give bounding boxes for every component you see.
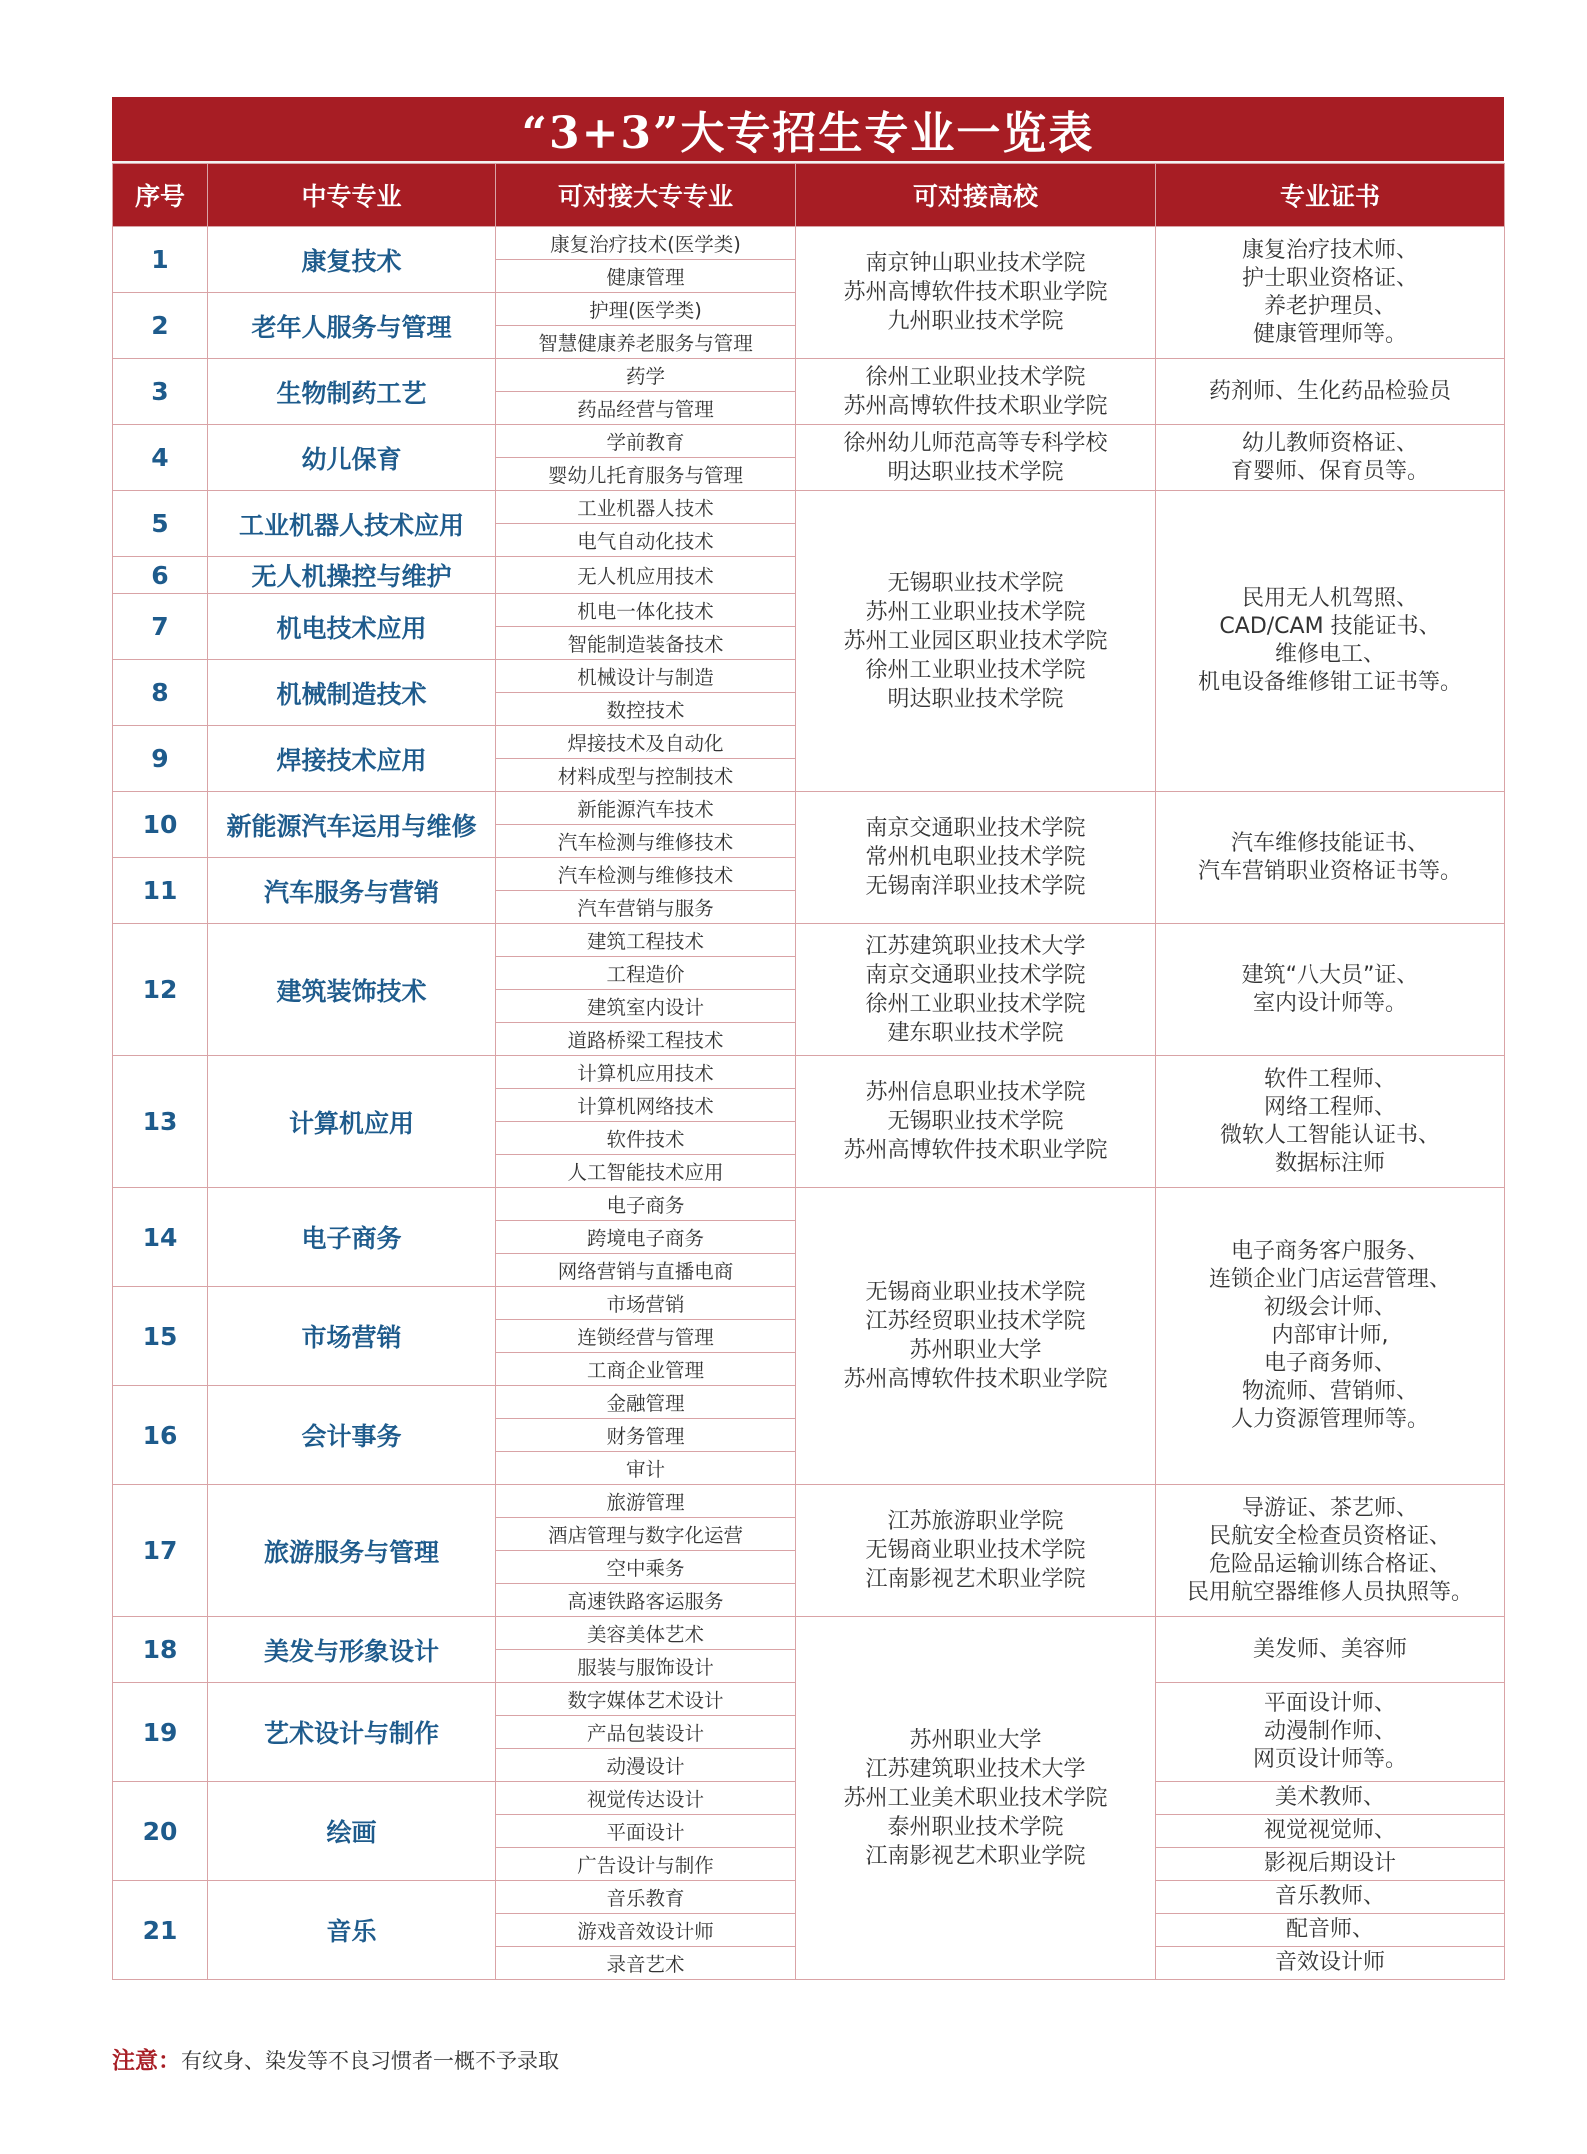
college-major-name: 焊接技术及自动化: [496, 726, 796, 759]
college-major-name: 计算机应用技术: [496, 1056, 796, 1089]
colleges-cell-line: 无锡商业职业技术学院: [865, 1280, 1086, 1305]
college-major-name: 跨境电子商务: [496, 1221, 796, 1254]
row-number: 17: [113, 1485, 208, 1617]
colleges-cell-line: 徐州工业职业技术学院: [865, 657, 1086, 683]
college-major-name: 审计: [496, 1452, 796, 1485]
header-row: [113, 164, 1505, 227]
certificates-cell-line: 动漫制作师、: [1263, 1719, 1396, 1744]
secondary-major-name: 市场营销: [208, 1287, 496, 1386]
college-major-name: 数字媒体艺术设计: [496, 1683, 796, 1716]
college-major-name: 护理(医学类): [496, 293, 796, 326]
secondary-major-name: 焊接技术应用: [208, 726, 496, 792]
college-major-name: 机电一体化技术: [496, 594, 796, 627]
certificates-cell-line: 微软人工智能认证书、: [1219, 1122, 1440, 1148]
colleges-cell-line: 徐州工业职业技术学院: [865, 991, 1086, 1017]
college-major-name: 视觉传达设计: [496, 1782, 796, 1815]
certificates-cell-line: 药剂师、生化药品检验员: [1208, 378, 1451, 404]
certificates-cell-line: 连锁企业门店运营管理、: [1208, 1267, 1451, 1292]
college-major-name: 道路桥梁工程技术: [496, 1023, 796, 1056]
certificates-cell-line: 内部审计师,: [1271, 1323, 1389, 1348]
certificates-cell-line: 平面设计师、: [1263, 1691, 1396, 1716]
secondary-major-name: 生物制药工艺: [208, 359, 496, 425]
colleges-cell-line: 常州机电职业技术学院: [865, 845, 1086, 870]
colleges-cell-line: 江苏建筑职业技术大学: [865, 933, 1086, 959]
colleges-cell-line: 无锡职业技术学院: [887, 570, 1064, 596]
colleges-cell-line: 苏州高博软件技术职业学院: [843, 393, 1108, 419]
certificates-cell-line: 数据标注师: [1274, 1150, 1385, 1176]
certificates-cell-line: 汽车维修技能证书、: [1230, 830, 1429, 856]
row-number: 5: [113, 491, 208, 557]
table-row: [113, 792, 1505, 825]
certificates-cell-line: 养老护理员、: [1263, 293, 1396, 319]
colleges-cell-line: 明达职业技术学院: [887, 459, 1064, 485]
certificates-cell: [1156, 924, 1505, 1056]
college-major-name: 人工智能技术应用: [496, 1155, 796, 1188]
note-label: 注意：: [112, 2048, 181, 2074]
certificates-cell: [1156, 425, 1505, 491]
colleges-cell-line: 九州职业技术学院: [887, 309, 1064, 334]
secondary-major-name: 新能源汽车运用与维修: [208, 792, 496, 858]
certificates-cell-line: 幼儿教师资格证、: [1241, 430, 1418, 456]
header-colleges: 可对接高校: [796, 164, 1156, 227]
certificates-cell: [1156, 1188, 1505, 1485]
colleges-cell: [796, 425, 1156, 491]
secondary-major-name: 电子商务: [208, 1188, 496, 1287]
row-number: 21: [113, 1881, 208, 1980]
footer-note: [112, 2042, 559, 2075]
table-row: [113, 1056, 1505, 1089]
college-major-name: 工业机器人技术: [496, 491, 796, 524]
colleges-cell: [796, 924, 1156, 1056]
header-secondary-major: 中专专业: [208, 164, 496, 227]
row-number: 1: [113, 227, 208, 293]
table-row: [113, 491, 1505, 524]
certificates-cell-line: 软件工程师、: [1263, 1066, 1396, 1092]
certificates-cell-line: 人力资源管理师等。: [1230, 1407, 1429, 1432]
certificates-cell: [1156, 227, 1505, 359]
colleges-cell-line: 江南影视艺术职业学院: [865, 1843, 1086, 1869]
college-major-name: 健康管理: [496, 260, 796, 293]
certificates-cell-line: 危险品运输训练合格证、: [1208, 1551, 1451, 1577]
table-row: [113, 1617, 1505, 1650]
secondary-major-name: 无人机操控与维护: [208, 557, 496, 594]
table-body: [113, 227, 1505, 1980]
college-major-name: 材料成型与控制技术: [496, 759, 796, 792]
certificates-cell: [1156, 491, 1505, 792]
table-row: [113, 425, 1505, 458]
certificates-cell-line: 康复治疗技术师、: [1241, 237, 1418, 263]
colleges-cell-line: 无锡南洋职业技术学院: [865, 874, 1086, 899]
college-major-name: 数控技术: [496, 693, 796, 726]
row-number: 12: [113, 924, 208, 1056]
secondary-major-name: 老年人服务与管理: [208, 293, 496, 359]
college-major-name: 动漫设计: [496, 1749, 796, 1782]
certificates-cell-line: 汽车营销职业资格证书等。: [1197, 858, 1462, 884]
row-number: 11: [113, 858, 208, 924]
college-major-name: 服装与服饰设计: [496, 1650, 796, 1683]
row-number: 2: [113, 293, 208, 359]
college-major-name: 汽车检测与维修技术: [496, 825, 796, 858]
row-number: 18: [113, 1617, 208, 1683]
college-major-name: 音乐教育: [496, 1881, 796, 1914]
college-major-name: 美容美体艺术: [496, 1617, 796, 1650]
colleges-cell-line: 南京交通职业技术学院: [865, 816, 1086, 841]
college-major-name: 网络营销与直播电商: [496, 1254, 796, 1287]
college-major-name: 连锁经营与管理: [496, 1320, 796, 1353]
colleges-cell-line: 南京交通职业技术学院: [865, 962, 1086, 988]
colleges-cell-line: 明达职业技术学院: [887, 686, 1064, 712]
table-row: [113, 1188, 1505, 1221]
colleges-cell-line: 苏州高博软件技术职业学院: [843, 1367, 1108, 1392]
colleges-cell: [796, 1188, 1156, 1485]
certificates-cell: [1156, 792, 1505, 924]
certificates-cell-line: 民航安全检查员资格证、: [1208, 1523, 1451, 1549]
certificates-cell: [1156, 1056, 1505, 1188]
colleges-cell-line: 苏州高博软件技术职业学院: [843, 280, 1108, 305]
secondary-major-name: 工业机器人技术应用: [208, 491, 496, 557]
header-certificates: 专业证书: [1156, 164, 1505, 227]
certificates-cell: 音效设计师: [1156, 1947, 1505, 1980]
row-number: 4: [113, 425, 208, 491]
college-major-name: 建筑室内设计: [496, 990, 796, 1023]
certificates-cell: [1156, 1617, 1505, 1683]
college-major-name: 建筑工程技术: [496, 924, 796, 957]
certificates-cell-line: 民用航空器维修人员执照等。: [1186, 1579, 1473, 1605]
majors-table: [112, 163, 1505, 1980]
college-major-name: 酒店管理与数字化运营: [496, 1518, 796, 1551]
college-major-name: 市场营销: [496, 1287, 796, 1320]
certificates-cell-line: 育婴师、保育员等。: [1230, 458, 1429, 484]
colleges-cell-line: 江苏建筑职业技术大学: [865, 1756, 1086, 1782]
college-major-name: 电气自动化技术: [496, 524, 796, 557]
secondary-major-name: 艺术设计与制作: [208, 1683, 496, 1782]
secondary-major-name: 机械制造技术: [208, 660, 496, 726]
colleges-cell-line: 无锡商业职业技术学院: [865, 1538, 1086, 1563]
certificates-cell-line: 建筑“八大员”证、: [1241, 962, 1419, 988]
certificates-cell-line: CAD/CAM 技能证书、: [1219, 614, 1441, 639]
row-number: 3: [113, 359, 208, 425]
colleges-cell-line: 苏州职业大学: [909, 1727, 1042, 1753]
row-number: 6: [113, 557, 208, 594]
certificates-cell-line: 初级会计师、: [1263, 1295, 1396, 1320]
secondary-major-name: 美发与形象设计: [208, 1617, 496, 1683]
college-major-name: 智慧健康养老服务与管理: [496, 326, 796, 359]
colleges-cell-line: 徐州幼儿师范高等专科学校: [843, 430, 1108, 456]
colleges-cell-line: 江苏经贸职业技术学院: [865, 1309, 1086, 1334]
secondary-major-name: 建筑装饰技术: [208, 924, 496, 1056]
colleges-cell: [796, 491, 1156, 792]
college-major-name: 康复治疗技术(医学类): [496, 227, 796, 260]
college-major-name: 广告设计与制作: [496, 1848, 796, 1881]
colleges-cell-line: 苏州高博软件技术职业学院: [843, 1138, 1108, 1163]
note-text: 有纹身、染发等不良习惯者一概不予录取: [181, 2049, 559, 2073]
certificates-cell-line: 健康管理师等。: [1252, 321, 1407, 347]
row-number: 7: [113, 594, 208, 660]
certificates-cell-line: 导游证、茶艺师、: [1241, 1495, 1418, 1521]
certificates-cell-line: 电子商务师、: [1263, 1351, 1396, 1376]
secondary-major-name: 汽车服务与营销: [208, 858, 496, 924]
college-major-name: 空中乘务: [496, 1551, 796, 1584]
table-row: [113, 227, 1505, 260]
college-major-name: 财务管理: [496, 1419, 796, 1452]
certificates-cell-line: 室内设计师等。: [1252, 990, 1407, 1016]
header-college-major: 可对接大专专业: [496, 164, 796, 227]
certificates-cell-line: 物流师、营销师、: [1241, 1379, 1418, 1404]
colleges-cell-line: 泰州职业技术学院: [887, 1814, 1064, 1840]
colleges-cell-line: 苏州工业美术职业技术学院: [843, 1785, 1108, 1811]
colleges-cell-line: 徐州工业职业技术学院: [865, 364, 1086, 390]
row-number: 8: [113, 660, 208, 726]
row-number: 9: [113, 726, 208, 792]
colleges-cell: [796, 359, 1156, 425]
row-number: 13: [113, 1056, 208, 1188]
colleges-cell-line: 苏州工业园区职业技术学院: [843, 628, 1108, 654]
certificates-cell: [1156, 359, 1505, 425]
college-major-name: 工商企业管理: [496, 1353, 796, 1386]
row-number: 15: [113, 1287, 208, 1386]
colleges-cell-line: 南京钟山职业技术学院: [865, 251, 1086, 276]
certificates-cell: 音乐教师、: [1156, 1881, 1505, 1914]
college-major-name: 学前教育: [496, 425, 796, 458]
secondary-major-name: 计算机应用: [208, 1056, 496, 1188]
secondary-major-name: 绘画: [208, 1782, 496, 1881]
colleges-cell-line: 江苏旅游职业学院: [887, 1509, 1064, 1534]
certificates-cell: [1156, 1683, 1505, 1782]
certificates-cell-line: 网络工程师、: [1263, 1094, 1396, 1120]
college-major-name: 婴幼儿托育服务与管理: [496, 458, 796, 491]
certificates-cell: 影视后期设计: [1156, 1848, 1505, 1881]
college-major-name: 无人机应用技术: [496, 557, 796, 594]
college-major-name: 药学: [496, 359, 796, 392]
college-major-name: 软件技术: [496, 1122, 796, 1155]
college-major-name: 机械设计与制造: [496, 660, 796, 693]
colleges-cell: [796, 1056, 1156, 1188]
colleges-cell-line: 江南影视艺术职业学院: [865, 1567, 1086, 1592]
college-major-name: 新能源汽车技术: [496, 792, 796, 825]
colleges-cell-line: 苏州职业大学: [909, 1338, 1042, 1363]
college-major-name: 游戏音效设计师: [496, 1914, 796, 1947]
college-major-name: 高速铁路客运服务: [496, 1584, 796, 1617]
table-row: [113, 1485, 1505, 1518]
secondary-major-name: 机电技术应用: [208, 594, 496, 660]
colleges-cell: [796, 227, 1156, 359]
secondary-major-name: 康复技术: [208, 227, 496, 293]
colleges-cell: [796, 1617, 1156, 1980]
colleges-cell-line: 建东职业技术学院: [887, 1020, 1064, 1046]
college-major-name: 工程造价: [496, 957, 796, 990]
colleges-cell-line: 苏州工业职业技术学院: [865, 599, 1086, 625]
college-major-name: 汽车营销与服务: [496, 891, 796, 924]
colleges-cell-line: 苏州信息职业技术学院: [865, 1080, 1086, 1105]
certificates-cell-line: 民用无人机驾照、: [1241, 586, 1418, 611]
colleges-cell-line: 无锡职业技术学院: [887, 1109, 1064, 1134]
certificates-cell: 视觉视觉师、: [1156, 1815, 1505, 1848]
secondary-major-name: 旅游服务与管理: [208, 1485, 496, 1617]
college-major-name: 汽车检测与维修技术: [496, 858, 796, 891]
certificates-cell-line: 维修电工、: [1274, 642, 1385, 667]
secondary-major-name: 音乐: [208, 1881, 496, 1980]
college-major-name: 电子商务: [496, 1188, 796, 1221]
table-row: [113, 924, 1505, 957]
row-number: 20: [113, 1782, 208, 1881]
college-major-name: 旅游管理: [496, 1485, 796, 1518]
table-row: [113, 359, 1505, 392]
row-number: 19: [113, 1683, 208, 1782]
college-major-name: 平面设计: [496, 1815, 796, 1848]
certificates-cell-line: 电子商务客户服务、: [1230, 1239, 1429, 1264]
certificates-cell-line: 护士职业资格证、: [1241, 265, 1418, 291]
college-major-name: 智能制造装备技术: [496, 627, 796, 660]
colleges-cell: [796, 1485, 1156, 1617]
certificates-cell-line: 网页设计师等。: [1252, 1747, 1407, 1772]
certificates-cell: 美术教师、: [1156, 1782, 1505, 1815]
enrollment-table-sheet: [112, 97, 1504, 1980]
certificates-cell-line: 美发师、美容师: [1252, 1636, 1407, 1662]
college-major-name: 药品经营与管理: [496, 392, 796, 425]
college-major-name: 计算机网络技术: [496, 1089, 796, 1122]
certificates-cell: [1156, 1485, 1505, 1617]
row-number: 14: [113, 1188, 208, 1287]
college-major-name: 产品包装设计: [496, 1716, 796, 1749]
colleges-cell: [796, 792, 1156, 924]
row-number: 16: [113, 1386, 208, 1485]
row-number: 10: [113, 792, 208, 858]
secondary-major-name: 幼儿保育: [208, 425, 496, 491]
college-major-name: 金融管理: [496, 1386, 796, 1419]
college-major-name: 录音艺术: [496, 1947, 796, 1980]
certificates-cell: 配音师、: [1156, 1914, 1505, 1947]
certificates-cell-line: 机电设备维修钳工证书等。: [1197, 670, 1462, 695]
secondary-major-name: 会计事务: [208, 1386, 496, 1485]
table-title: “3+3”大专招生专业一览表: [112, 97, 1504, 163]
header-no: 序号: [113, 164, 208, 227]
